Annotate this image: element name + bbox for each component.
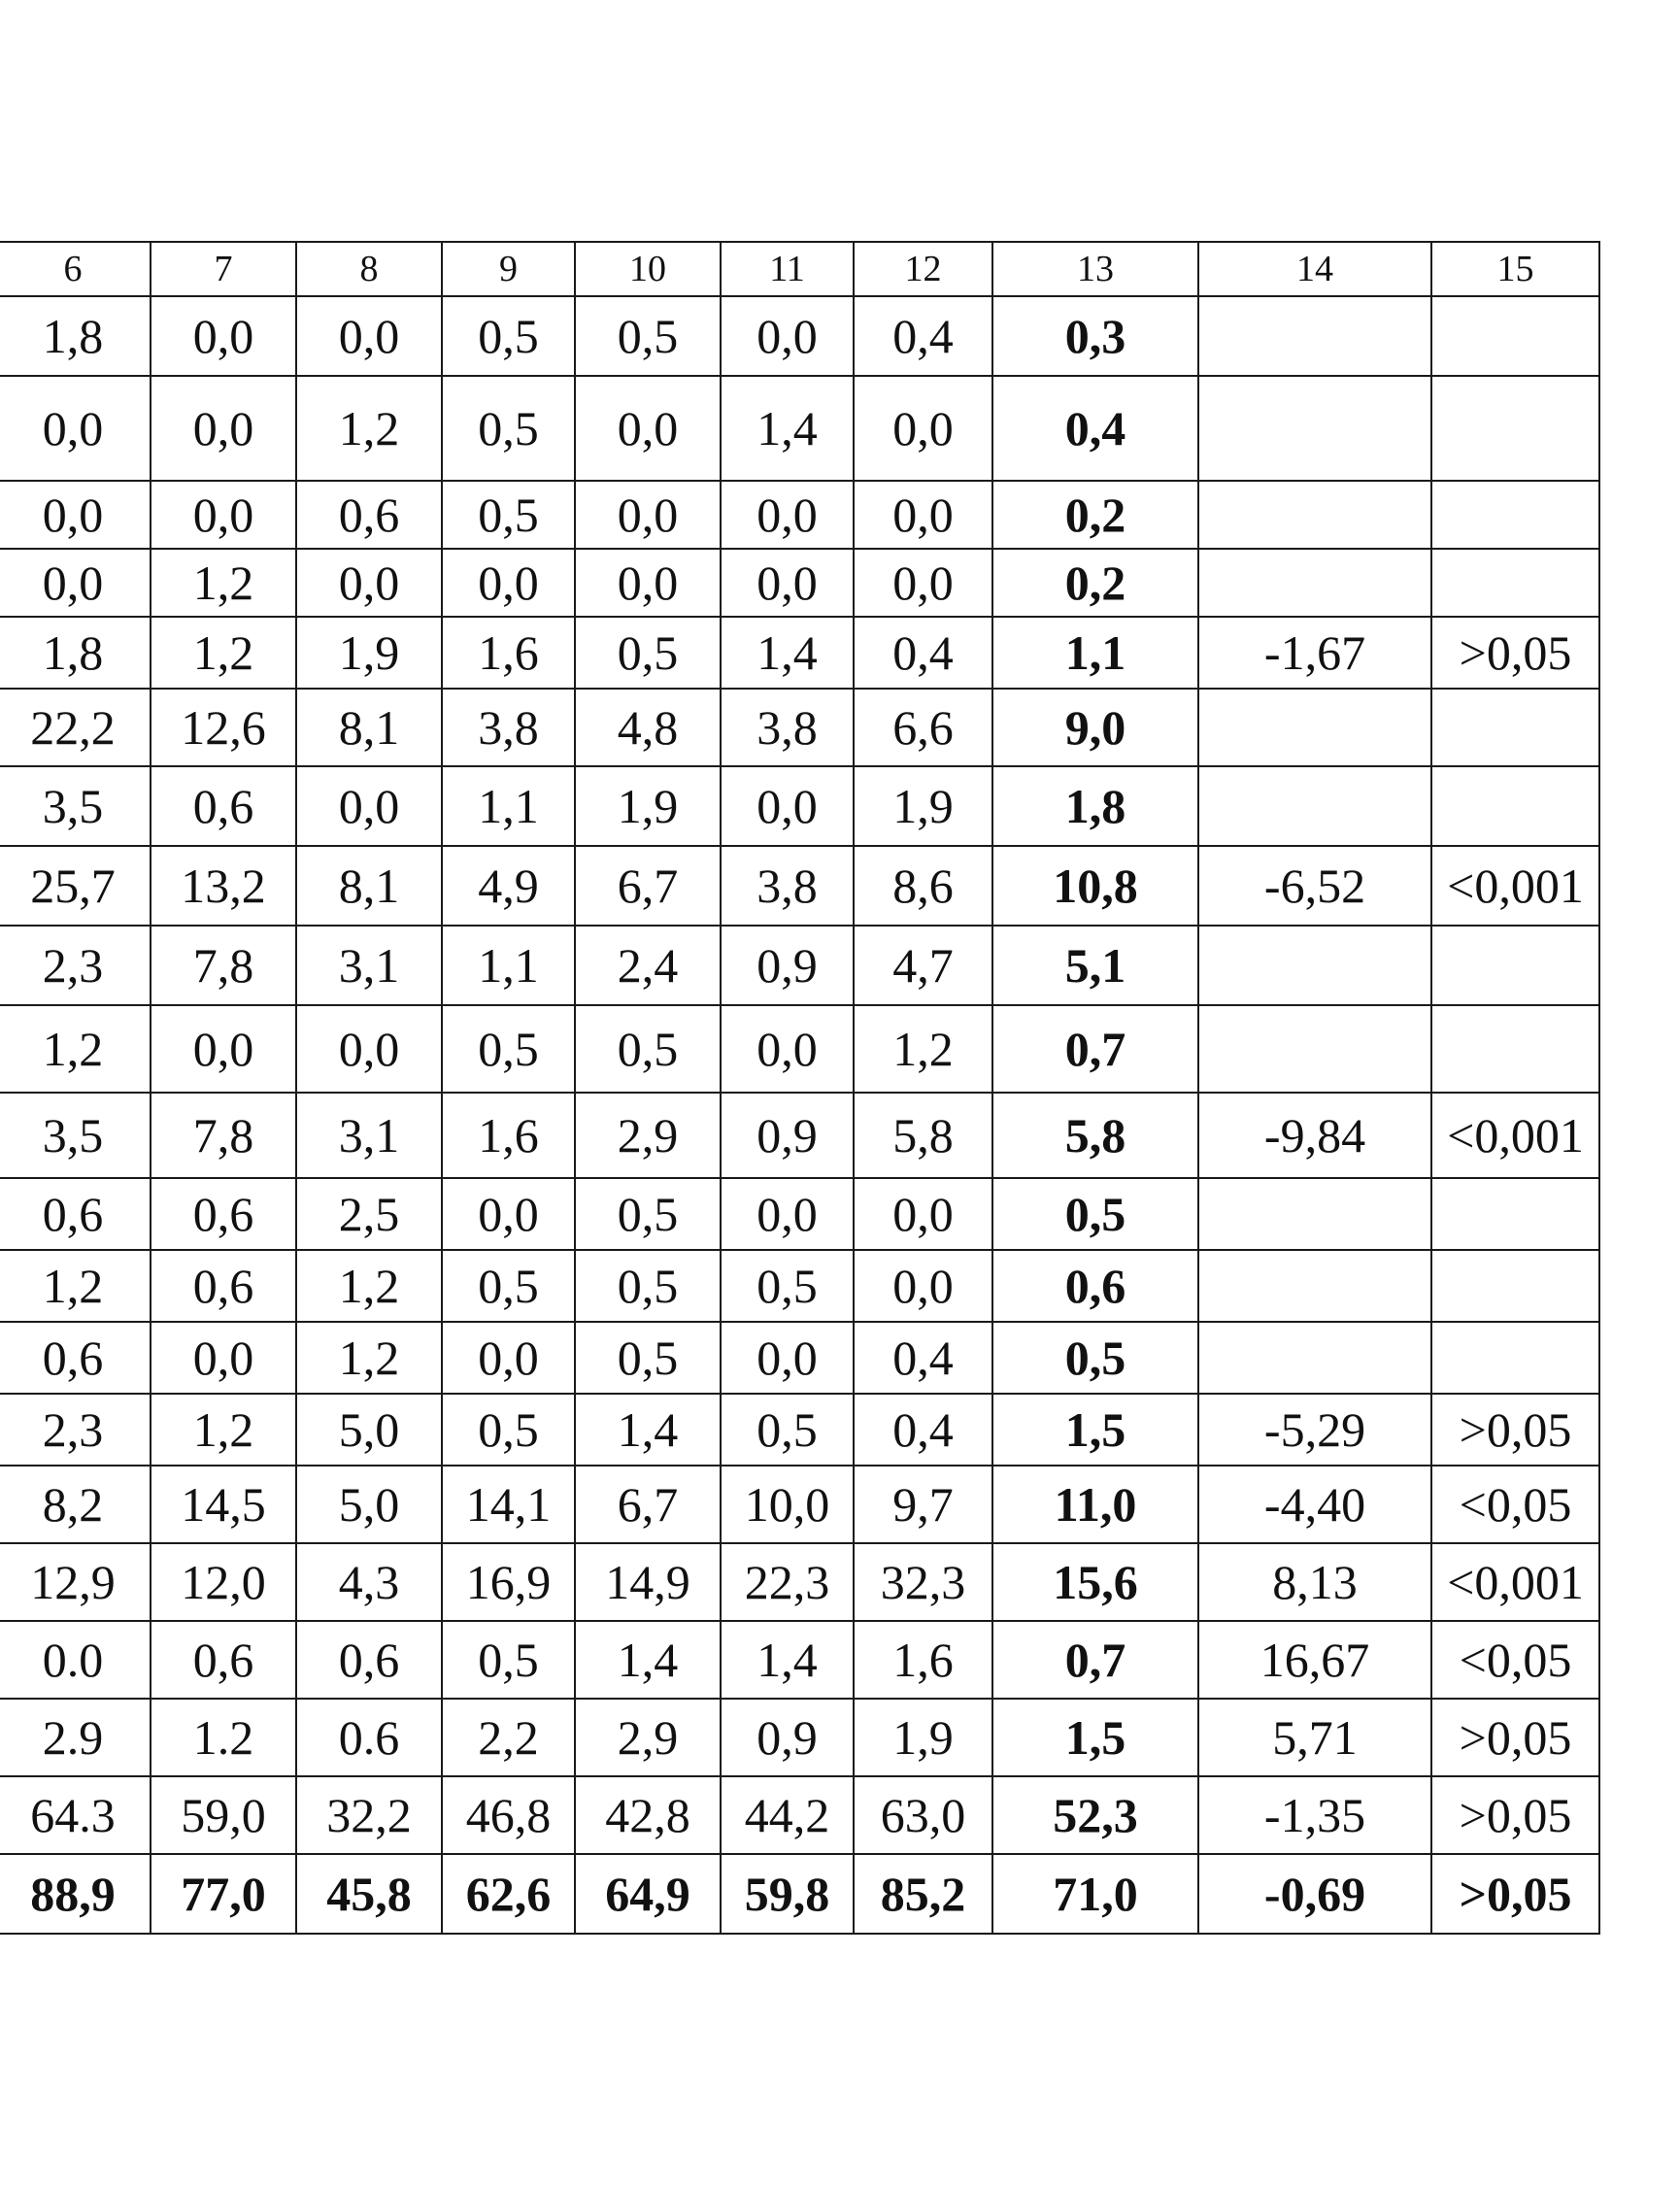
table-cell: <0,001: [1431, 846, 1599, 926]
table-cell: 63,0: [854, 1776, 992, 1854]
table-cell: 4,8: [575, 689, 721, 766]
table-cell: <0,05: [1431, 1466, 1599, 1543]
table-cell: 0,7: [992, 1005, 1198, 1093]
column-header: 10: [575, 242, 721, 296]
table-cell: [1431, 766, 1599, 846]
table-cell: 85,2: [854, 1854, 992, 1934]
statistics-table: [0, 241, 1600, 1935]
table-cell: 1,6: [854, 1621, 992, 1699]
table-cell: 0.0: [0, 1621, 151, 1699]
table-cell: 4,3: [296, 1543, 442, 1621]
table-cell: 1,5: [992, 1394, 1198, 1466]
column-header: 7: [151, 242, 296, 296]
table-cell: 14,5: [151, 1466, 296, 1543]
table-cell: 59,0: [151, 1776, 296, 1854]
column-header: 14: [1198, 242, 1431, 296]
table-cell: 0,6: [296, 481, 442, 549]
table-cell: <0,001: [1431, 1543, 1599, 1621]
table-cell: 52,3: [992, 1776, 1198, 1854]
table-row: [0, 1621, 1599, 1699]
table-cell: >0,05: [1431, 617, 1599, 689]
table-cell: 0,6: [0, 1322, 151, 1394]
column-header: 8: [296, 242, 442, 296]
table-cell: 45,8: [296, 1854, 442, 1934]
column-header: 6: [0, 242, 151, 296]
table-cell: 14,1: [442, 1466, 575, 1543]
table-cell: 0,5: [442, 376, 575, 481]
table-cell: 5,8: [854, 1093, 992, 1178]
column-header: 9: [442, 242, 575, 296]
table-row: [0, 296, 1599, 376]
table-cell: 22,3: [721, 1543, 854, 1621]
table-cell: [1431, 1005, 1599, 1093]
table-cell: 2,3: [0, 926, 151, 1005]
table-cell: 0,5: [575, 1178, 721, 1250]
table-cell: 5,0: [296, 1394, 442, 1466]
table-cell: [1431, 1322, 1599, 1394]
table-cell: 9,0: [992, 689, 1198, 766]
table-cell: -6,52: [1198, 846, 1431, 926]
table-cell: 1,9: [296, 617, 442, 689]
table-cell: 5,71: [1198, 1699, 1431, 1776]
table-cell: 1,2: [0, 1250, 151, 1322]
table-cell: 1,2: [296, 1322, 442, 1394]
table-cell: 10,0: [721, 1466, 854, 1543]
table-cell: 0,0: [151, 1005, 296, 1093]
table-cell: [1431, 376, 1599, 481]
table-cell: 0,5: [575, 1250, 721, 1322]
table-cell: 0,5: [442, 481, 575, 549]
table-cell: 3,5: [0, 1093, 151, 1178]
table-cell: >0,05: [1431, 1394, 1599, 1466]
table-cell: 16,67: [1198, 1621, 1431, 1699]
table-cell: [1198, 1005, 1431, 1093]
table-cell: 1,4: [575, 1394, 721, 1466]
column-header: 11: [721, 242, 854, 296]
table-cell: 1,1: [992, 617, 1198, 689]
table-cell: 1,2: [854, 1005, 992, 1093]
table-cell: 0,0: [0, 549, 151, 617]
table-cell: 0,5: [442, 1250, 575, 1322]
table-cell: 2,2: [442, 1699, 575, 1776]
table-cell: 1,9: [575, 766, 721, 846]
table-body: [0, 242, 1599, 1934]
column-header: 12: [854, 242, 992, 296]
table-cell: 0,5: [442, 1394, 575, 1466]
table-cell: 1,2: [296, 376, 442, 481]
table-cell: 0,0: [854, 1250, 992, 1322]
table-cell: 0,0: [721, 549, 854, 617]
table-cell: 1,2: [0, 1005, 151, 1093]
table-cell: 1,8: [992, 766, 1198, 846]
table-cell: [1198, 766, 1431, 846]
table-cell: 42,8: [575, 1776, 721, 1854]
table-cell: 0,5: [721, 1250, 854, 1322]
table-cell: 1,2: [151, 1394, 296, 1466]
table-cell: 22,2: [0, 689, 151, 766]
table-cell: 0,5: [575, 617, 721, 689]
table-row: [0, 549, 1599, 617]
table-cell: 44,2: [721, 1776, 854, 1854]
table-cell: 0,0: [442, 1322, 575, 1394]
table-cell: 1,2: [296, 1250, 442, 1322]
table-cell: 0,0: [151, 1322, 296, 1394]
table-cell: 16,9: [442, 1543, 575, 1621]
table-row: [0, 1005, 1599, 1093]
table-cell: 13,2: [151, 846, 296, 926]
table-cell: 0.6: [296, 1699, 442, 1776]
table-cell: 2.9: [0, 1699, 151, 1776]
column-header: 15: [1431, 242, 1599, 296]
table-cell: 8,6: [854, 846, 992, 926]
table-cell: 25,7: [0, 846, 151, 926]
table-cell: 5,1: [992, 926, 1198, 1005]
table-cell: 2,4: [575, 926, 721, 1005]
table-cell: [1198, 549, 1431, 617]
table-cell: 0,6: [992, 1250, 1198, 1322]
table-cell: 6,6: [854, 689, 992, 766]
table-row: [0, 481, 1599, 549]
table-cell: 0,0: [575, 481, 721, 549]
table-cell: -5,29: [1198, 1394, 1431, 1466]
table-cell: 8,2: [0, 1466, 151, 1543]
table-cell: 0,0: [151, 296, 296, 376]
table-cell: 32,3: [854, 1543, 992, 1621]
table-cell: 0,0: [854, 1178, 992, 1250]
table-cell: 0,5: [575, 1322, 721, 1394]
table-cell: [1431, 1178, 1599, 1250]
table-cell: 14,9: [575, 1543, 721, 1621]
table-row: [0, 1178, 1599, 1250]
table-cell: 0,5: [992, 1322, 1198, 1394]
header-row: [0, 242, 1599, 296]
table-cell: 0,9: [721, 1699, 854, 1776]
table-cell: <0,001: [1431, 1093, 1599, 1178]
table-row: [0, 617, 1599, 689]
table-cell: 0,6: [0, 1178, 151, 1250]
table-cell: 2,9: [575, 1093, 721, 1178]
table-cell: 1,4: [721, 376, 854, 481]
table-cell: 3,8: [721, 846, 854, 926]
table-cell: <0,05: [1431, 1621, 1599, 1699]
table-row: [0, 1093, 1599, 1178]
table-cell: 0,4: [854, 1322, 992, 1394]
table-cell: [1431, 689, 1599, 766]
table-row: [0, 1854, 1599, 1934]
table-cell: 1,9: [854, 766, 992, 846]
table-cell: 0,3: [992, 296, 1198, 376]
table-cell: [1198, 296, 1431, 376]
table-cell: -0,69: [1198, 1854, 1431, 1934]
table-cell: 0,6: [151, 1178, 296, 1250]
table-cell: 1,4: [721, 617, 854, 689]
table-cell: 8,13: [1198, 1543, 1431, 1621]
table-cell: 0,5: [575, 296, 721, 376]
table-cell: 0,2: [992, 549, 1198, 617]
table-cell: -1,35: [1198, 1776, 1431, 1854]
table-cell: 3,1: [296, 1093, 442, 1178]
table-cell: 1,2: [151, 617, 296, 689]
table-row: [0, 1776, 1599, 1854]
table-cell: 2,3: [0, 1394, 151, 1466]
table-cell: 0,0: [575, 376, 721, 481]
table-cell: 0,5: [442, 1005, 575, 1093]
table-cell: >0,05: [1431, 1854, 1599, 1934]
table-cell: 62,6: [442, 1854, 575, 1934]
table-cell: 3,8: [721, 689, 854, 766]
table-cell: [1198, 1250, 1431, 1322]
table-cell: 4,9: [442, 846, 575, 926]
table-cell: -1,67: [1198, 617, 1431, 689]
table-cell: 1,1: [442, 766, 575, 846]
table-row: [0, 1250, 1599, 1322]
table-cell: 8,1: [296, 689, 442, 766]
table-cell: [1198, 689, 1431, 766]
table-cell: -4,40: [1198, 1466, 1431, 1543]
table-cell: 59,8: [721, 1854, 854, 1934]
table-cell: 46,8: [442, 1776, 575, 1854]
table-cell: 7,8: [151, 926, 296, 1005]
table-cell: 1,4: [721, 1621, 854, 1699]
table-cell: 0,7: [992, 1621, 1198, 1699]
table-cell: 0,0: [854, 481, 992, 549]
table-cell: 12,0: [151, 1543, 296, 1621]
table-cell: 0,0: [721, 296, 854, 376]
table-cell: 1,2: [151, 549, 296, 617]
table-cell: 0,9: [721, 926, 854, 1005]
column-header: 13: [992, 242, 1198, 296]
table-row: [0, 1322, 1599, 1394]
table-cell: 0,5: [992, 1178, 1198, 1250]
table-cell: 0,0: [854, 376, 992, 481]
table-cell: 1,9: [854, 1699, 992, 1776]
table-cell: 1,5: [992, 1699, 1198, 1776]
table-cell: 0,0: [721, 1178, 854, 1250]
table-cell: 1,4: [575, 1621, 721, 1699]
table-cell: 11,0: [992, 1466, 1198, 1543]
table-cell: 12,6: [151, 689, 296, 766]
table-cell: 0,4: [854, 1394, 992, 1466]
table-cell: [1198, 481, 1431, 549]
table-cell: 0,5: [721, 1394, 854, 1466]
table-cell: 0,9: [721, 1093, 854, 1178]
table-cell: >0,05: [1431, 1776, 1599, 1854]
table-cell: 3,8: [442, 689, 575, 766]
table-row: [0, 1543, 1599, 1621]
table-cell: 0,0: [721, 1005, 854, 1093]
table-cell: [1198, 1178, 1431, 1250]
table-cell: 0,0: [854, 549, 992, 617]
table-cell: 2,5: [296, 1178, 442, 1250]
table-cell: 0,0: [721, 766, 854, 846]
table-cell: 88,9: [0, 1854, 151, 1934]
table-cell: 9,7: [854, 1466, 992, 1543]
table-cell: 0,0: [0, 376, 151, 481]
table-cell: 0,6: [296, 1621, 442, 1699]
table-cell: 64.3: [0, 1776, 151, 1854]
table-cell: 1.2: [151, 1699, 296, 1776]
table-cell: 5,0: [296, 1466, 442, 1543]
table-cell: 8,1: [296, 846, 442, 926]
table-cell: 0,4: [854, 617, 992, 689]
table-cell: 32,2: [296, 1776, 442, 1854]
table-cell: [1198, 376, 1431, 481]
table-cell: -9,84: [1198, 1093, 1431, 1178]
table-cell: 1,6: [442, 1093, 575, 1178]
table-cell: 0,2: [992, 481, 1198, 549]
table-cell: 6,7: [575, 1466, 721, 1543]
table-cell: [1431, 926, 1599, 1005]
table-cell: 0,0: [442, 1178, 575, 1250]
table-cell: [1431, 296, 1599, 376]
table-cell: 0,6: [151, 766, 296, 846]
table-cell: 15,6: [992, 1543, 1198, 1621]
table-cell: 0,0: [575, 549, 721, 617]
table-cell: 0,4: [992, 376, 1198, 481]
table-cell: 0,6: [151, 1250, 296, 1322]
table-cell: [1198, 926, 1431, 1005]
table-cell: 64,9: [575, 1854, 721, 1934]
table-cell: 5,8: [992, 1093, 1198, 1178]
table-row: [0, 376, 1599, 481]
table-row: [0, 926, 1599, 1005]
table-cell: 1,6: [442, 617, 575, 689]
table-cell: 1,8: [0, 617, 151, 689]
table-cell: 0,5: [575, 1005, 721, 1093]
table-cell: 7,8: [151, 1093, 296, 1178]
table-cell: 0,6: [151, 1621, 296, 1699]
table-cell: [1431, 1250, 1599, 1322]
table-row: [0, 1466, 1599, 1543]
table-cell: 12,9: [0, 1543, 151, 1621]
table-cell: 0,0: [296, 296, 442, 376]
table-cell: 6,7: [575, 846, 721, 926]
table-cell: 1,1: [442, 926, 575, 1005]
table-cell: 0,0: [0, 481, 151, 549]
table-row: [0, 846, 1599, 926]
table-cell: 77,0: [151, 1854, 296, 1934]
table-cell: 0,5: [442, 1621, 575, 1699]
table-cell: [1198, 1322, 1431, 1394]
table-cell: 3,5: [0, 766, 151, 846]
table-cell: 3,1: [296, 926, 442, 1005]
table-cell: 0,5: [442, 296, 575, 376]
table-row: [0, 766, 1599, 846]
table-cell: 0,0: [442, 549, 575, 617]
table-cell: 10,8: [992, 846, 1198, 926]
table-cell: 0,0: [296, 1005, 442, 1093]
table-cell: 4,7: [854, 926, 992, 1005]
table-cell: 71,0: [992, 1854, 1198, 1934]
table-row: [0, 689, 1599, 766]
table-cell: 0,0: [296, 549, 442, 617]
table-cell: 1,8: [0, 296, 151, 376]
table-cell: 0,0: [721, 481, 854, 549]
table-cell: [1431, 481, 1599, 549]
table-cell: 0,4: [854, 296, 992, 376]
table-cell: >0,05: [1431, 1699, 1599, 1776]
table-cell: 0,0: [151, 481, 296, 549]
table-cell: 0,0: [151, 376, 296, 481]
table-cell: [1431, 549, 1599, 617]
table-cell: 2,9: [575, 1699, 721, 1776]
table-cell: 0,0: [721, 1322, 854, 1394]
table-row: [0, 1394, 1599, 1466]
table-row: [0, 1699, 1599, 1776]
table-cell: 0,0: [296, 766, 442, 846]
